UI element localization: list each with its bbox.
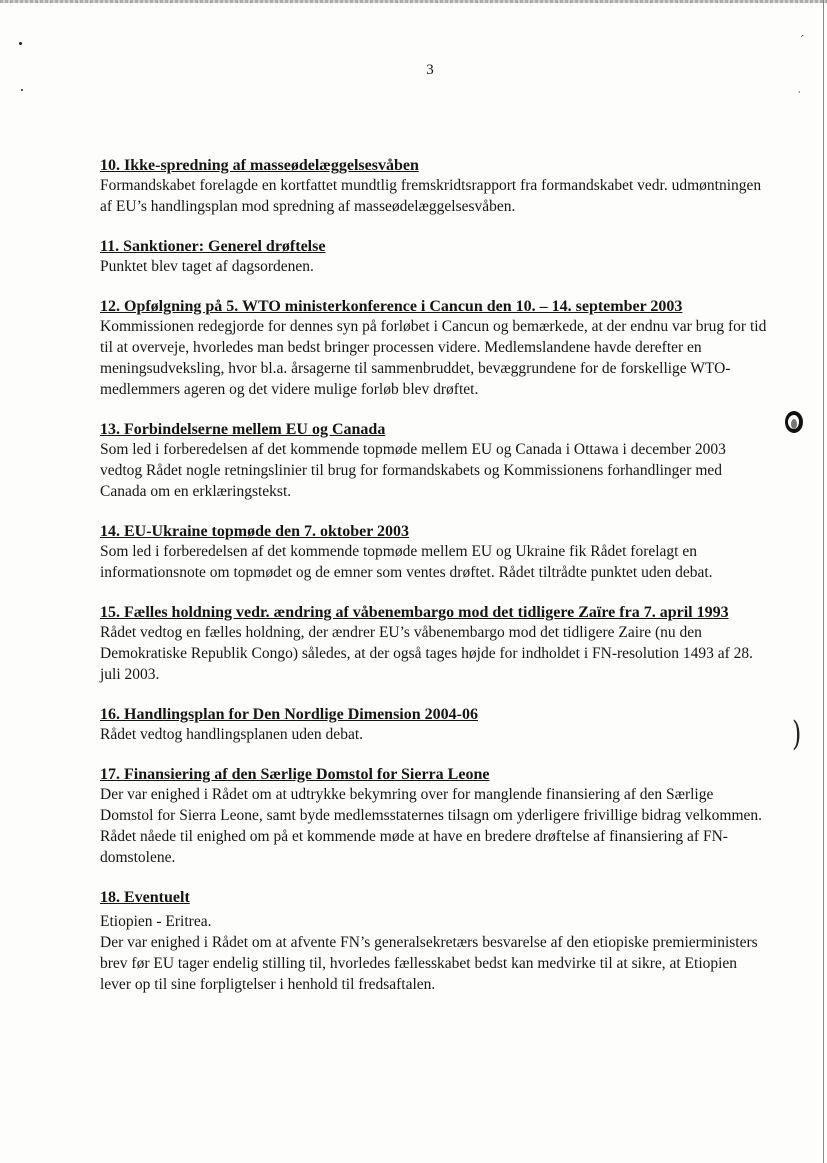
section-heading: 15. Fælles holdning vedr. ændring af våbenembargo mod det tidligere Zaïre fra 7. april 1993 bbox=[100, 604, 729, 621]
page-number: 3 bbox=[426, 62, 434, 78]
section-12 bbox=[100, 297, 770, 400]
section-text: Formandskabet forelagde en kortfattet mundtlig fremskridtsrapport fra formandskabet vedr. udmøntningen af EU’s handlingsplan mod spredning af masseødelæggelsesvåben. bbox=[100, 177, 762, 215]
margin-bracket-mark: ) bbox=[791, 714, 802, 754]
section-text: Rådet vedtog en fælles holdning, der ændrer EU’s våbenembargo mod det tidligere Zaire (nu den Demokratiske Republik Congo) således, at der også tages højde for indholdet i FN-resolution 1493 af 28. juli 2003. bbox=[100, 624, 754, 683]
scan-speck bbox=[19, 42, 22, 45]
section-heading: 14. EU-Ukraine topmøde den 7. oktober 2003 bbox=[100, 523, 410, 540]
section-11 bbox=[100, 237, 770, 277]
section-heading: 18. Eventuelt bbox=[100, 889, 190, 906]
section-heading: 17. Finansiering af den Særlige Domstol for Sierra Leone bbox=[100, 766, 490, 783]
scan-mark: ˊ bbox=[800, 32, 805, 47]
punch-hole-mark bbox=[785, 411, 803, 433]
scan-top-edge bbox=[0, 0, 827, 3]
section-16 bbox=[100, 705, 770, 745]
section-text: Rådet vedtog handlingsplanen uden debat. bbox=[100, 726, 364, 743]
section-text: Kommissionen redegjorde for dennes syn på forløbet i Cancun og bemærkede, at der endnu var brug for tid til at overveje, hvorledes man bedst bringer processen videre. Medlemslandene havde derefter en meningsudveksling, hvor bl.a. årsagerne til sammenbruddet, bevæggrundene for de forskellige WTO-medlemmers ageren og det videre mulige forløb blev drøftet. bbox=[100, 318, 767, 398]
section-13 bbox=[100, 420, 770, 502]
section-text: Som led i forberedelsen af det kommende topmøde mellem EU og Canada i Ottawa i december 2003 vedtog Rådet nogle retningslinier til brug for formandskabets og Kommissionens forhandlinger med Canada om en erklæringstekst. bbox=[100, 441, 726, 500]
section-heading: 16. Handlingsplan for Den Nordlige Dimension 2004-06 bbox=[100, 706, 478, 723]
section-17 bbox=[100, 765, 770, 868]
scan-right-edge bbox=[823, 0, 824, 1163]
section-subtitle: Etiopien - Eritrea. bbox=[100, 913, 212, 930]
section-14 bbox=[100, 522, 770, 583]
section-text: Der var enighed i Rådet om at afvente FN’s generalsekretærs besvarelse af den etiopiske premierministers brev før EU tager endelig stilling til, hvorledes fællesskabet bedst kan medvirke til at sikre, at Etiopien lever op til sine forpligtelser i henhold til fredsaftalen. bbox=[100, 934, 758, 993]
section-18 bbox=[100, 888, 770, 995]
section-heading: 11. Sanktioner: Generel drøftelse bbox=[100, 238, 326, 255]
section-10 bbox=[100, 156, 770, 217]
section-heading: 13. Forbindelserne mellem EU og Canada bbox=[100, 421, 386, 438]
scan-mark: ˌ bbox=[797, 78, 802, 93]
section-text: Der var enighed i Rådet om at udtrykke bekymring over for manglende finansiering af den Særlige Domstol for Sierra Leone, samt byde medlemsstaternes tilsagn om yderligere frivillige bidrag velkommen. Rådet nåede til enighed om på et kommende møde at have en bredere drøftelse af finansiering af FN-domstolene. bbox=[100, 786, 763, 866]
document-body bbox=[100, 156, 770, 1015]
section-15 bbox=[100, 603, 770, 685]
section-text: Punktet blev taget af dagsordenen. bbox=[100, 258, 314, 275]
scan-speck bbox=[21, 89, 23, 91]
section-heading: 12. Opfølgning på 5. WTO ministerkonference i Cancun den 10. – 14. september 2003 bbox=[100, 298, 683, 315]
section-text: Som led i forberedelsen af det kommende topmøde mellem EU og Ukraine fik Rådet forelagt en informationsnote om topmødet og de emner som ventes drøftet. Rådet tiltrådte punktet uden debat. bbox=[100, 543, 713, 581]
section-heading: 10. Ikke-spredning af masseødelæggelsesvåben bbox=[100, 157, 419, 174]
